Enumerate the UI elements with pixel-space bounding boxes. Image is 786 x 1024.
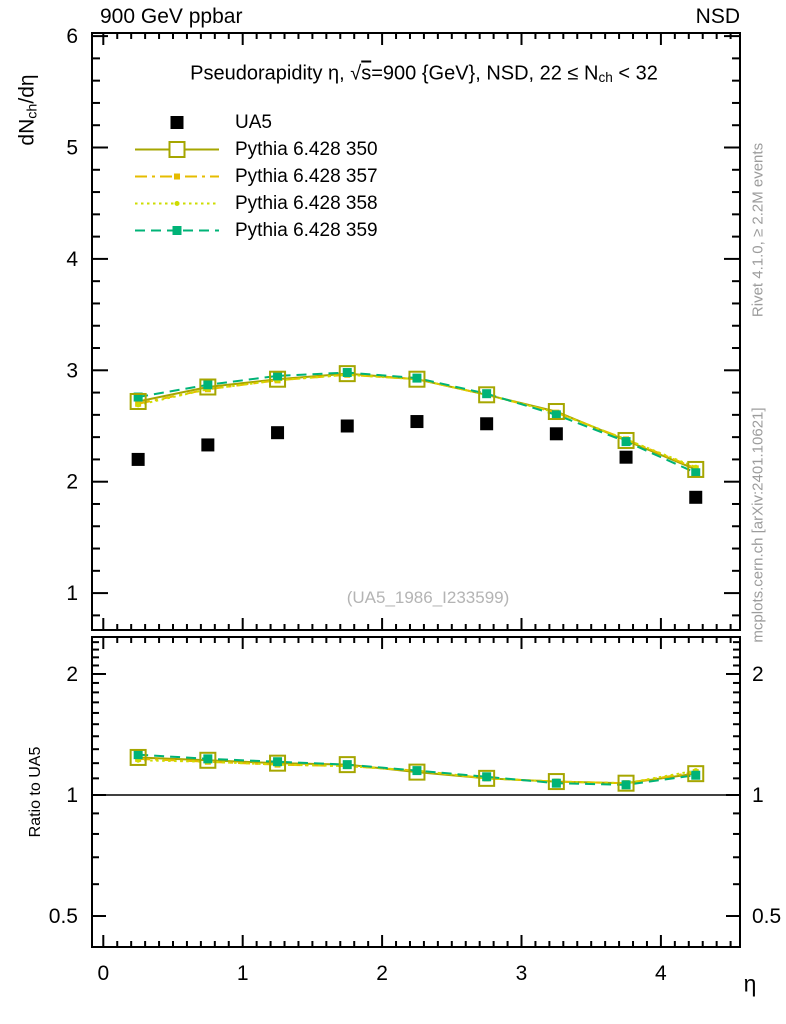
main-y-axis-title: $dN_{ch}/d\eta$ xyxy=(15,74,41,146)
svg-text:2: 2 xyxy=(66,470,78,494)
legend-item-pythia-6-428-357 xyxy=(133,163,378,190)
legend-item-pythia-6-428-359 xyxy=(133,217,378,244)
ratio-y-axis-title: Ratio to UA5 xyxy=(27,746,44,838)
legend xyxy=(133,109,378,244)
legend-marker-pythia-6-428-350 xyxy=(133,136,221,163)
legend-item-label: Pythia 6.428 358 xyxy=(235,192,378,214)
legend-marker-pythia-6-428-359 xyxy=(133,217,221,244)
svg-text:0: 0 xyxy=(97,962,110,985)
mcplots-url-watermark: mcplots.cern.ch [arXiv:2401.10621] xyxy=(749,407,767,643)
ratio-series xyxy=(131,750,704,791)
event-class-label: NSD xyxy=(695,5,740,28)
main-series xyxy=(131,366,704,504)
rivet-version-watermark: Rivet 4.1.0, ≥ 2.2M events xyxy=(749,142,767,318)
legend-marker-pythia-6-428-357 xyxy=(133,163,221,190)
svg-text:1: 1 xyxy=(752,784,764,807)
legend-item-label: UA5 xyxy=(235,111,272,133)
svg-text:0.5: 0.5 xyxy=(48,905,78,929)
series-ua5 xyxy=(132,415,703,504)
svg-text:4: 4 xyxy=(66,247,78,271)
legend-item-pythia-6-428-350 xyxy=(133,136,378,163)
svg-text:2: 2 xyxy=(66,662,78,686)
legend-item-pythia-6-428-358 xyxy=(133,190,378,217)
legend-item-label: Pythia 6.428 357 xyxy=(235,165,378,187)
svg-text:1: 1 xyxy=(66,784,78,807)
svg-text:3: 3 xyxy=(66,359,78,383)
svg-text:6: 6 xyxy=(66,25,78,49)
legend-item-ua5 xyxy=(133,109,378,136)
legend-marker-pythia-6-428-358 xyxy=(133,190,221,217)
svg-text:2: 2 xyxy=(376,962,388,985)
svg-text:5: 5 xyxy=(66,136,78,160)
observable-title: Pseudorapidity η, √s=900 {GeV}, NSD, $22 \le N_{ch} < 32$ xyxy=(190,62,658,86)
x-axis-title: η xyxy=(743,970,757,997)
svg-text:1: 1 xyxy=(236,962,249,985)
ratio-panel xyxy=(49,637,781,985)
svg-text:0.5: 0.5 xyxy=(752,905,782,929)
svg-text:3: 3 xyxy=(515,962,528,985)
svg-text:4: 4 xyxy=(655,962,667,985)
legend-item-label: Pythia 6.428 359 xyxy=(235,219,378,241)
legend-marker-ua5 xyxy=(133,109,221,136)
legend-item-label: Pythia 6.428 350 xyxy=(235,138,378,160)
analysis-id-watermark: (UA5_1986_I233599) xyxy=(346,588,510,607)
svg-text:1: 1 xyxy=(66,582,78,606)
svg-text:2: 2 xyxy=(752,662,764,686)
beam-energy-label: 900 GeV ppbar xyxy=(100,5,243,28)
